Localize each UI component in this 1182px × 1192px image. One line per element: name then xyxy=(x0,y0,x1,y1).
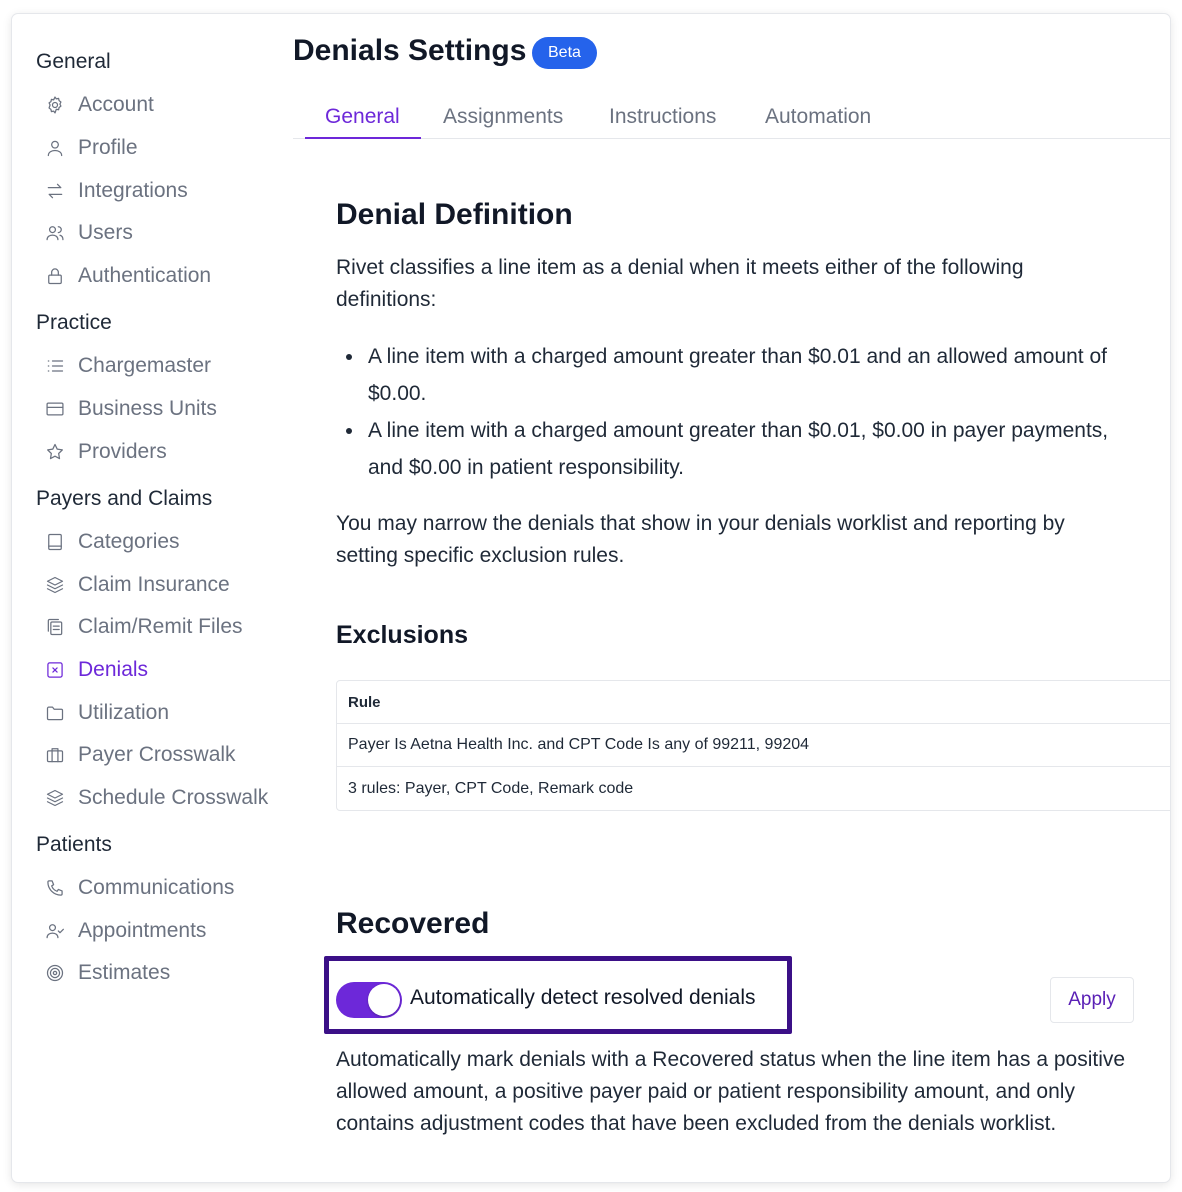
sidebar-item-label: Chargemaster xyxy=(78,354,212,377)
sidebar-item-label: Denials xyxy=(78,658,149,681)
denial-definition-list xyxy=(336,338,1146,486)
sidebar-item-chargemaster[interactable] xyxy=(44,350,211,382)
sidebar-item-estimates[interactable] xyxy=(44,957,170,989)
beta-badge: Beta xyxy=(532,37,597,69)
exclusions-table xyxy=(336,680,1170,811)
apply-button[interactable]: Apply xyxy=(1050,977,1134,1023)
tab-instructions[interactable]: Instructions xyxy=(609,105,717,128)
settings-window xyxy=(12,14,1170,1182)
lock-icon xyxy=(44,265,66,287)
x-square-icon xyxy=(44,659,66,681)
sidebar-item-claim-remit-files[interactable] xyxy=(44,611,243,643)
folder-icon xyxy=(44,702,66,724)
tab-assignments[interactable]: Assignments xyxy=(443,105,564,128)
sidebar-item-label: Profile xyxy=(78,136,138,159)
tab-automation[interactable]: Automation xyxy=(765,105,872,128)
sidebar-item-schedule-crosswalk[interactable] xyxy=(44,782,268,814)
card-icon xyxy=(44,398,66,420)
tab-general[interactable]: General xyxy=(325,105,400,128)
sidebar-item-label: Providers xyxy=(78,440,167,463)
sidebar-item-label: Categories xyxy=(78,530,180,553)
sidebar-item-label: Communications xyxy=(78,876,235,899)
sidebar-item-users[interactable] xyxy=(44,217,133,249)
toggle-knob xyxy=(368,984,400,1016)
sidebar-item-payer-crosswalk[interactable] xyxy=(44,739,236,771)
sidebar-item-appointments[interactable] xyxy=(44,915,206,947)
files-icon xyxy=(44,616,66,638)
recovered-description: Automatically mark denials with a Recovered status when the line item has a positive allowed amount, a positive payer paid or patient responsibility amount, and only contains adjustment codes that have been excluded from the denials worklist. xyxy=(336,1048,1126,1135)
settings-sidebar xyxy=(12,14,282,1182)
sidebar-item-categories[interactable] xyxy=(44,526,180,558)
sidebar-item-label: Account xyxy=(78,93,154,116)
book-icon xyxy=(44,531,66,553)
list-icon xyxy=(44,355,66,377)
users-icon xyxy=(44,222,66,244)
user-check-icon xyxy=(44,920,66,942)
sidebar-item-label: Schedule Crosswalk xyxy=(78,786,269,809)
list-item: A line item with a charged amount greater than $0.01, $0.00 in payer payments, and $0.00 in patient responsibility. xyxy=(336,412,1146,486)
sidebar-item-label: Claim Insurance xyxy=(78,573,230,596)
sidebar-item-label: Users xyxy=(78,221,133,244)
table-row[interactable]: 3 rules: Payer, CPT Code, Remark code xyxy=(348,779,634,797)
sidebar-item-providers[interactable] xyxy=(44,436,167,468)
sidebar-heading-general: General xyxy=(36,50,111,73)
sidebar-item-profile[interactable] xyxy=(44,132,138,164)
sidebar-item-denials[interactable] xyxy=(44,654,148,686)
toggle-label: Automatically detect resolved denials xyxy=(410,986,756,1009)
settings-tabs xyxy=(293,99,1170,139)
sidebar-item-label: Claim/Remit Files xyxy=(78,615,243,638)
sidebar-item-label: Business Units xyxy=(78,397,217,420)
table-row[interactable]: Payer Is Aetna Health Inc. and CPT Code Is any of 99211, 99204 xyxy=(337,724,1170,767)
sidebar-item-label: Appointments xyxy=(78,919,207,942)
sidebar-item-authentication[interactable] xyxy=(44,260,211,292)
layers-icon xyxy=(44,574,66,596)
list-item: A line item with a charged amount greater than $0.01 and an allowed amount of $0.00. xyxy=(336,338,1146,412)
arrows-exchange-icon xyxy=(44,180,66,202)
sidebar-item-utilization[interactable] xyxy=(44,697,169,729)
sidebar-item-label: Authentication xyxy=(78,264,212,287)
auto-detect-resolved-toggle[interactable] xyxy=(336,982,402,1018)
page-title: Denials Settings xyxy=(293,34,527,67)
active-tab-indicator xyxy=(305,137,421,139)
sidebar-item-label: Utilization xyxy=(78,701,170,724)
sidebar-item-label: Estimates xyxy=(78,961,171,984)
sidebar-heading-practice: Practice xyxy=(36,311,112,334)
user-icon xyxy=(44,137,66,159)
layers-icon xyxy=(44,787,66,809)
sidebar-item-claim-insurance[interactable] xyxy=(44,569,230,601)
sidebar-item-label: Payer Crosswalk xyxy=(78,743,236,766)
sidebar-item-account[interactable] xyxy=(44,89,154,121)
exclusions-title: Exclusions xyxy=(336,621,468,649)
briefcase-icon xyxy=(44,744,66,766)
exclusion-explanation: You may narrow the denials that show in your denials worklist and reporting by setting specific exclusion rules. xyxy=(336,512,1065,567)
gear-icon xyxy=(44,94,66,116)
sidebar-item-label: Integrations xyxy=(78,179,188,202)
sidebar-heading-payers-and-claims: Payers and Claims xyxy=(36,487,213,510)
star-icon xyxy=(44,441,66,463)
sidebar-heading-patients: Patients xyxy=(36,833,112,856)
sidebar-item-communications[interactable] xyxy=(44,872,234,904)
denial-definition-title: Denial Definition xyxy=(336,198,573,231)
target-icon xyxy=(44,962,66,984)
recovered-title: Recovered xyxy=(336,907,490,940)
denial-definition-intro: Rivet classifies a line item as a denial when it meets either of the following definitions: xyxy=(336,256,1024,311)
table-header-rule: Rule xyxy=(337,681,1170,724)
sidebar-item-business-units[interactable] xyxy=(44,393,217,425)
sidebar-item-integrations[interactable] xyxy=(44,175,188,207)
phone-icon xyxy=(44,877,66,899)
